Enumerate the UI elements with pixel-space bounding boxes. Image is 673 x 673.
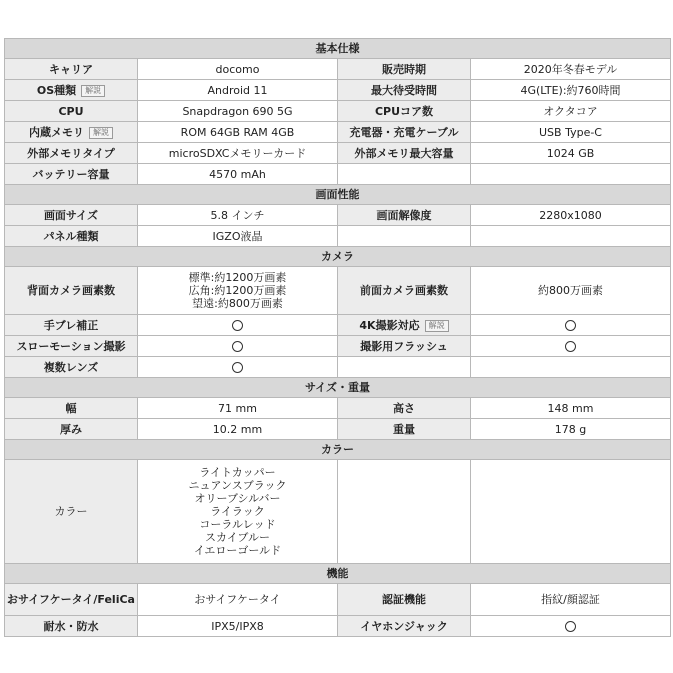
color-value: ライトカッパー (199, 466, 276, 479)
screen-size-label: 画面サイズ (5, 205, 138, 226)
color-values (138, 460, 338, 564)
table-row (5, 226, 671, 247)
rear-camera-label: 背面カメラ画素数 (5, 267, 138, 315)
height-value: 148 mm (471, 398, 671, 419)
yes-circle-icon (232, 362, 243, 373)
auth-label: 認証機能 (338, 584, 471, 616)
section-camera (5, 247, 671, 267)
front-camera-label: 前面カメラ画素数 (338, 267, 471, 315)
rear-camera-value: 広角:約1200万画素 (188, 284, 287, 297)
explain-badge[interactable]: 解説 (89, 127, 113, 139)
color-value: オリーブシルバー (194, 492, 281, 505)
yes-circle-icon (232, 320, 243, 331)
os-label: OS種類 (36, 83, 77, 97)
section-basic (5, 39, 671, 59)
auth-value: 指紋/顔認証 (471, 584, 671, 616)
table-row (5, 143, 671, 164)
table-row (5, 398, 671, 419)
standby-label: 最大待受時間 (338, 80, 471, 101)
yes-circle-icon (565, 341, 576, 352)
felica-value: おサイフケータイ (138, 584, 338, 616)
stabilizer-label: 手ブレ補正 (5, 315, 138, 336)
color-value: ライラック (210, 505, 265, 518)
table-row (5, 267, 671, 315)
table-row (5, 205, 671, 226)
weight-label: 重量 (338, 419, 471, 440)
color-value: イエローゴールド (193, 544, 282, 557)
empty-cell (471, 357, 671, 378)
yes-circle-icon (232, 341, 243, 352)
empty-cell (338, 164, 471, 185)
section-title: 機能 (5, 564, 671, 584)
table-row (5, 584, 671, 616)
felica-label: おサイフケータイ/FeliCa (5, 584, 138, 616)
empty-cell (471, 226, 671, 247)
stabilizer-value (138, 315, 338, 336)
empty-cell (338, 460, 471, 564)
table-row (5, 315, 671, 336)
section-title: サイズ・重量 (5, 378, 671, 398)
front-camera-value: 約800万画素 (471, 267, 671, 315)
flash-value (471, 336, 671, 357)
os-value: Android 11 (138, 80, 338, 101)
color-value: スカイブルー (205, 531, 270, 544)
width-value: 71 mm (138, 398, 338, 419)
table-row (5, 616, 671, 637)
screen-size-value: 5.8 インチ (138, 205, 338, 226)
empty-cell (471, 164, 671, 185)
panel-label: パネル種類 (5, 226, 138, 247)
section-title: カラー (5, 440, 671, 460)
table-row (5, 419, 671, 440)
ext-memory-max-value: 1024 GB (471, 143, 671, 164)
table-row (5, 101, 671, 122)
slowmo-label: スローモーション撮影 (5, 336, 138, 357)
table-row (5, 336, 671, 357)
slowmo-value (138, 336, 338, 357)
width-label: 幅 (5, 398, 138, 419)
explain-badge[interactable]: 解説 (81, 85, 105, 97)
color-label: カラー (5, 460, 138, 564)
ext-memory-max-label: 外部メモリ最大容量 (338, 143, 471, 164)
rear-camera-values (138, 267, 338, 315)
section-display (5, 185, 671, 205)
memory-label-cell (5, 122, 138, 143)
release-value: 2020年冬春モデル (471, 59, 671, 80)
k4-label-cell (338, 315, 471, 336)
rear-camera-value: 標準:約1200万画素 (188, 271, 287, 284)
empty-cell (338, 357, 471, 378)
table-row (5, 122, 671, 143)
weight-value: 178 g (471, 419, 671, 440)
color-value: コーラルレッド (199, 518, 276, 531)
ext-memory-type-value: microSDXCメモリーカード (138, 143, 338, 164)
ext-memory-type-label: 外部メモリタイプ (5, 143, 138, 164)
section-title: 画面性能 (5, 185, 671, 205)
battery-label: バッテリー容量 (5, 164, 138, 185)
cpu-cores-value: オクタコア (471, 101, 671, 122)
carrier-label: キャリア (5, 59, 138, 80)
earphone-jack-value (471, 616, 671, 637)
height-label: 高さ (338, 398, 471, 419)
battery-value: 4570 mAh (138, 164, 338, 185)
memory-value: ROM 64GB RAM 4GB (138, 122, 338, 143)
table-row (5, 460, 671, 564)
thickness-value: 10.2 mm (138, 419, 338, 440)
section-title: 基本仕様 (5, 39, 671, 59)
charger-value: USB Type-C (471, 122, 671, 143)
standby-value: 4G(LTE):約760時間 (471, 80, 671, 101)
color-value: ニュアンスブラック (188, 479, 287, 492)
charger-label: 充電器・充電ケーブル (338, 122, 471, 143)
rear-camera-value: 望遠:約800万画素 (192, 297, 283, 310)
section-size (5, 378, 671, 398)
thickness-label: 厚み (5, 419, 138, 440)
earphone-jack-label: イヤホンジャック (338, 616, 471, 637)
table-row (5, 164, 671, 185)
resolution-label: 画面解像度 (338, 205, 471, 226)
table-row (5, 80, 671, 101)
k4-value (471, 315, 671, 336)
empty-cell (338, 226, 471, 247)
carrier-value: docomo (138, 59, 338, 80)
panel-value: IGZO液晶 (138, 226, 338, 247)
water-value: IPX5/IPX8 (138, 616, 338, 637)
k4-label: 4K撮影対応 (359, 318, 420, 332)
cpu-label: CPU (5, 101, 138, 122)
table-row (5, 357, 671, 378)
cpu-value: Snapdragon 690 5G (138, 101, 338, 122)
table-row (5, 59, 671, 80)
memory-label: 内蔵メモリ (29, 125, 84, 139)
flash-label: 撮影用フラッシュ (338, 336, 471, 357)
section-color (5, 440, 671, 460)
empty-cell (471, 460, 671, 564)
explain-badge[interactable]: 解説 (425, 320, 449, 332)
cpu-cores-label: CPUコア数 (338, 101, 471, 122)
yes-circle-icon (565, 621, 576, 632)
section-title: カメラ (5, 247, 671, 267)
section-features (5, 564, 671, 584)
release-label: 販売時期 (338, 59, 471, 80)
resolution-value: 2280x1080 (471, 205, 671, 226)
spec-table (4, 38, 671, 637)
water-label: 耐水・防水 (5, 616, 138, 637)
multilens-label: 複数レンズ (5, 357, 138, 378)
yes-circle-icon (565, 320, 576, 331)
os-label-cell (5, 80, 138, 101)
multilens-value (138, 357, 338, 378)
